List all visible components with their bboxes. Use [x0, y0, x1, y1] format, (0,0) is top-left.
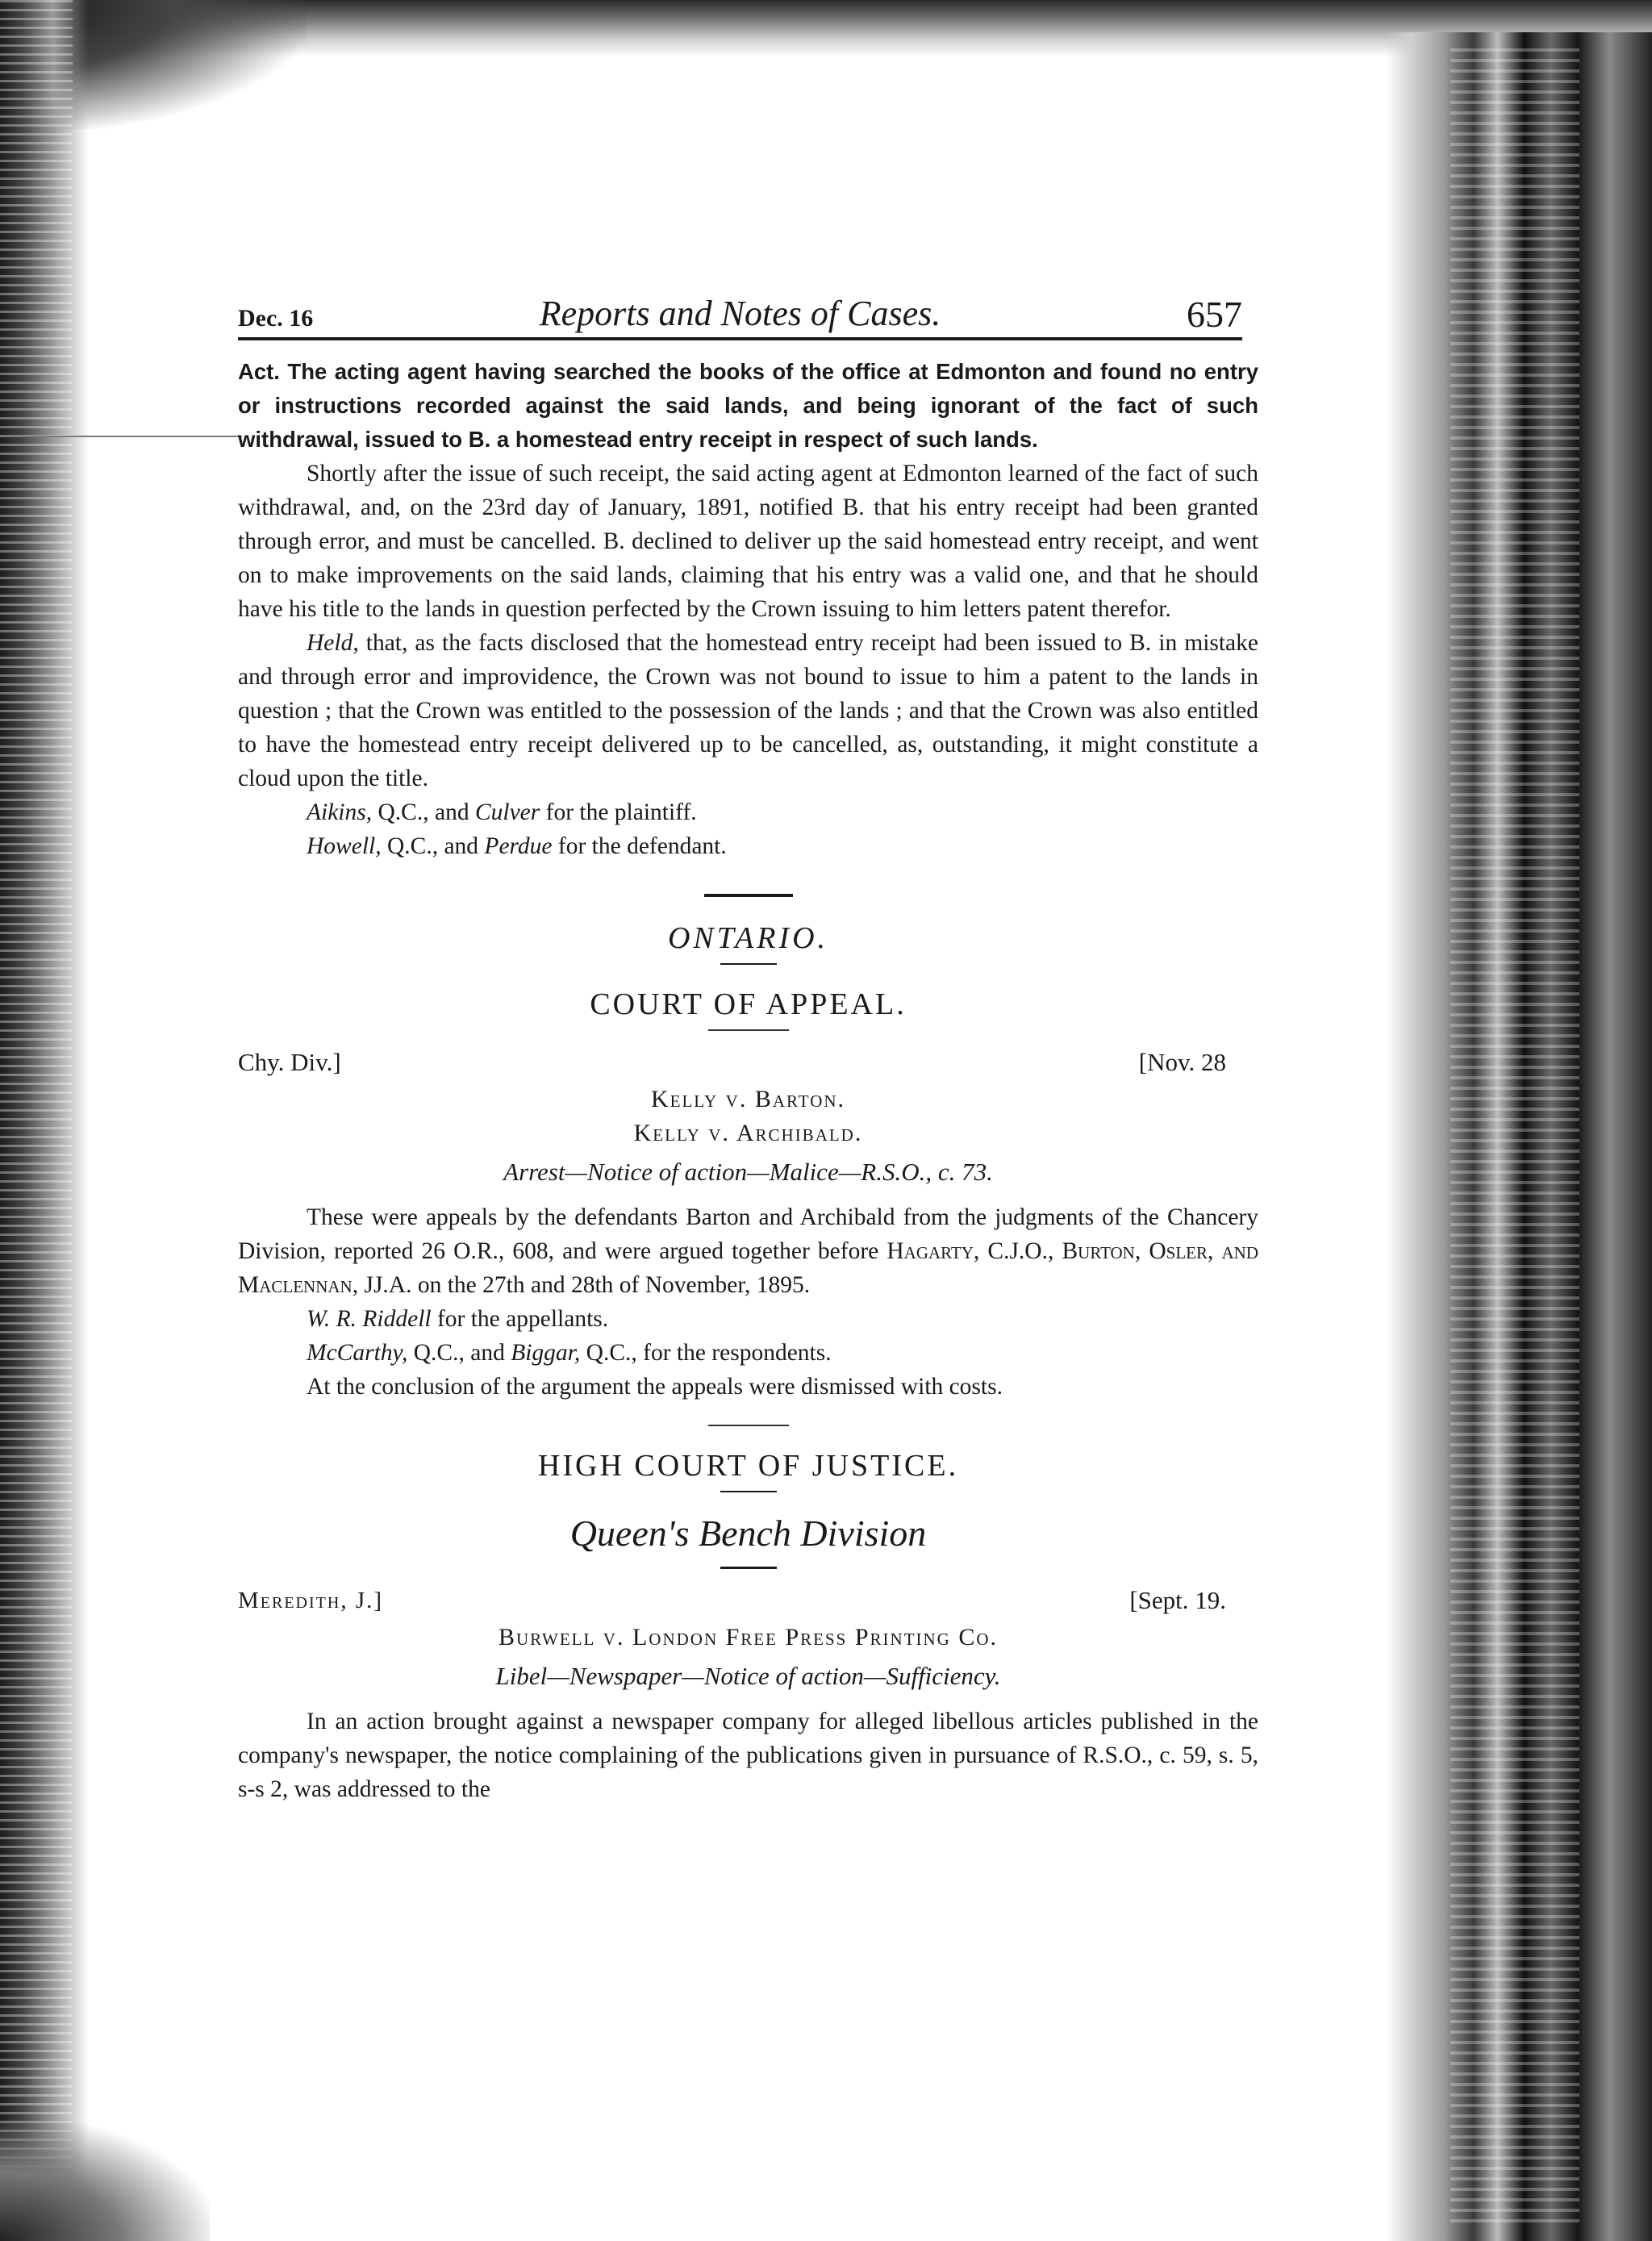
court-heading: COURT OF APPEAL. [590, 987, 907, 1021]
header-date: Dec. 16 [238, 305, 314, 332]
counsel-connector: Q.C., and [372, 799, 475, 825]
counsel-role: for the appellants. [431, 1306, 609, 1332]
case2-division: Chy. Div.] [238, 1048, 341, 1076]
counsel-name: Aikins, [307, 799, 373, 825]
counsel-connector: Q.C., and [407, 1340, 511, 1366]
counsel-role: for the plaintiff. [540, 799, 697, 825]
counsel-name: Biggar, [511, 1340, 581, 1366]
header-title: Reports and Notes of Cases. [539, 294, 941, 333]
counsel-role: Q.C., for the respondents. [580, 1340, 832, 1366]
section-divider [704, 894, 793, 897]
case2-catchwords: Arrest—Notice of action—Malice—R.S.O., c. 73. [503, 1158, 993, 1186]
case2-judges: Hagarty, C.J.O., Burton, Osler, and Maclennan, JJ.A. [238, 1238, 1258, 1298]
case3-name: Burwell v. London Free Press Printing Co. [498, 1624, 999, 1650]
counsel-role: for the defendant. [552, 833, 727, 859]
case2-counsel-appellants [238, 1302, 1258, 1336]
held-text: that, as the facts disclosed that the homestead entry receipt had been issued to B. in mistake and through error and improvidence, the Crown was not bound to issue to him a patent to the lands in question ; that the Crown was entitled to the possession of the lands ; and that the Crown was also entitled to have the homestead entry receipt delivered up to be cancelled, as, outstanding, it might constitute a cloud upon the title. [238, 630, 1258, 791]
case2-name-2: Kelly v. Archibald. [633, 1120, 863, 1146]
counsel-connector: Q.C., and [381, 833, 485, 859]
division-heading: Queen's Bench Division [569, 1513, 927, 1554]
scan-shadow-bottom [0, 2120, 210, 2241]
heading-divider [720, 963, 777, 965]
case1-paragraph-2: Shortly after the issue of such receipt, the said acting agent at Edmonton learned of the fact of such withdrawal, and, on the 23rd day of January, 1891, notified B. that his entry receipt had been granted through error, and must be cancelled. B. declined to deliver up the said homestead entry receipt, and went on to make improvements on the said lands, claiming that his entry was a valid one, and that he should have his title to the lands in question perfected by the Crown issuing to him letters patent therefor. [238, 461, 1258, 622]
counsel-name: McCarthy, [307, 1340, 408, 1366]
counsel-name: W. R. Riddell [307, 1306, 432, 1332]
province-heading: ONTARIO. [667, 921, 829, 955]
case1-paragraph-1: Act. The acting agent having searched the books of the office at Edmonton and found no entry or instructions recorded against the said lands, and being ignorant of the fact of such withdrawal, issued to B. a homestead entry receipt in respect of such lands. [238, 359, 1258, 452]
page-body [238, 355, 1258, 1806]
case1-counsel-plaintiff [238, 795, 1258, 829]
header-rule [238, 337, 1242, 340]
case2-result: At the conclusion of the argument the appeals were dismissed with costs. [307, 1374, 1003, 1400]
running-header [238, 282, 1242, 339]
case3-meta-row [238, 1584, 1258, 1621]
case3-paragraph-1: In an action brought against a newspaper company for alleged libellous articles published in the company's newspaper, the notice complaining of the publications given in pursuance of R.S.O., c. 59, s. 5, s-s 2, was addressed to the [238, 1709, 1258, 1802]
case2-name-1: Kelly v. Barton. [650, 1086, 846, 1112]
high-court-heading: HIGH COURT OF JUSTICE. [537, 1449, 959, 1483]
case2-paragraph-1 [238, 1200, 1258, 1302]
case1-held [238, 626, 1258, 795]
case3-catchwords: Libel—Newspaper—Notice of action—Sufficiency. [495, 1662, 1001, 1690]
margin-mark [0, 436, 242, 437]
counsel-name: Howell, [307, 833, 382, 859]
scan-noise-right [1450, 48, 1579, 2226]
case2-text: on the 27th and 28th of November, 1895. [411, 1272, 811, 1298]
case2-date: [Nov. 28 [1138, 1048, 1226, 1076]
heading-divider [708, 1029, 789, 1031]
page-number: 657 [1187, 294, 1242, 335]
case2-text: These were appeals by the defendants Barton and Archibald from the judgments of the Chancery Division, reported 26 O.R., 608, and were argued together before [238, 1204, 1258, 1264]
counsel-name: Culver [474, 799, 540, 825]
scan-noise-left [0, 0, 73, 2241]
counsel-name: Perdue [484, 833, 553, 859]
heading-divider [720, 1491, 777, 1492]
case1-counsel-defendant [238, 829, 1258, 863]
case2-meta-row [238, 1045, 1258, 1083]
case3-date: [Sept. 19. [1129, 1586, 1226, 1614]
case3-judge: Meredith, J.] [238, 1588, 384, 1613]
section-divider [708, 1425, 789, 1426]
case2-counsel-respondents [238, 1336, 1258, 1370]
heading-divider [720, 1567, 777, 1569]
held-label: Held, [307, 630, 359, 656]
